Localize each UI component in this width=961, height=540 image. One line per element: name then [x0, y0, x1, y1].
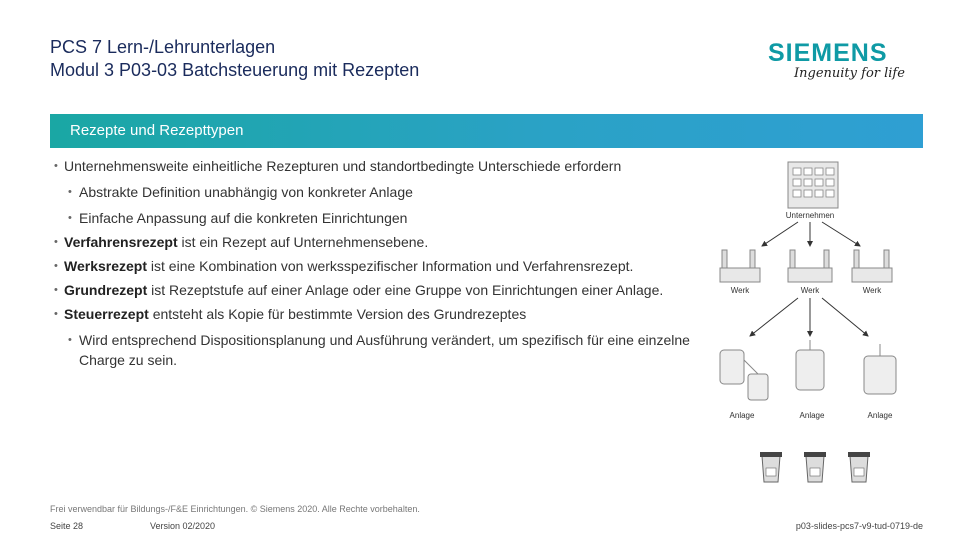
- unit-icon: [720, 350, 768, 400]
- plant-icon: [852, 250, 892, 282]
- bullet-term: Steuerrezept: [64, 306, 149, 322]
- plant-unit-arrows: [750, 298, 868, 336]
- bullet-verfahrensrezept: [50, 232, 700, 252]
- plant-label: Werk: [862, 286, 882, 295]
- bullet-text: ist eine Kombination von werksspezifischer Information und Verfahrensrezept.: [147, 258, 634, 274]
- subbullet-einfache-anpassung: [50, 208, 700, 228]
- unit-icon: [864, 344, 896, 394]
- plant-icon: [788, 250, 832, 282]
- company-building-icon: [788, 162, 838, 208]
- bullet-text: Abstrakte Definition unabhängig von konkreter Anlage: [79, 184, 413, 200]
- footer-version: Version 02/2020: [150, 521, 216, 531]
- unit-label: Anlage: [729, 411, 755, 420]
- plant-icon: [720, 250, 760, 282]
- bullet-werksrezept: [50, 256, 700, 276]
- company-label: Unternehmen: [785, 211, 835, 220]
- bullet-steuerrezept: [50, 304, 700, 324]
- bullet-text: ist Rezeptstufe auf einer Anlage oder eine Gruppe von Einrichtungen einer Anlage.: [147, 282, 664, 298]
- header: [50, 36, 419, 82]
- plant-label: Werk: [800, 286, 820, 295]
- footer-page-number: Seite 28: [50, 521, 84, 531]
- bullet-list: [50, 152, 700, 370]
- bullet-text: ist ein Rezept auf Unternehmensebene.: [177, 234, 429, 250]
- plant-label: Werk: [730, 286, 750, 295]
- slide-title-line1: PCS 7 Lern-/Lehrunterlagen: [50, 37, 276, 57]
- recipe-hierarchy-diagram: [700, 160, 940, 500]
- logo-tagline: Ingenuity for life: [794, 66, 905, 81]
- unit-label: Anlage: [799, 411, 825, 420]
- footer-legal: Frei verwendbar für Bildungs-/F&E Einrichtungen. © Siemens 2020. Alle Rechte vorbehalten.: [50, 504, 420, 514]
- siemens-logo: [768, 40, 918, 82]
- logo-brand: SIEMENS: [768, 39, 888, 67]
- batch-container-icon: [804, 452, 826, 482]
- bullet-text: entsteht als Kopie für bestimmte Version des Grundrezeptes: [148, 306, 527, 322]
- bullet-grundrezept: [50, 280, 700, 300]
- subbullet-dispositionsplanung: [50, 330, 700, 370]
- batch-container-icon: [848, 452, 870, 482]
- unit-label: Anlage: [867, 411, 893, 420]
- bullet-text: Wird entsprechend Dispositionsplanung und Ausführung verändert, um spezifisch für eine einzelne Charge zu sein.: [79, 332, 690, 368]
- bullet-term: Werksrezept: [64, 258, 148, 274]
- bullet-unternehmensweite: [50, 156, 700, 176]
- footer-document-id: p03-slides-pcs7-v9-tud-0719-de: [795, 521, 923, 531]
- slide-title-line2: Modul 3 P03-03 Batchsteuerung mit Rezepten: [50, 60, 420, 80]
- bullet-term: Verfahrensrezept: [64, 234, 178, 250]
- unit-icon: [796, 340, 824, 390]
- bullet-term: Grundrezept: [64, 282, 148, 298]
- section-title: Rezepte und Rezepttypen: [70, 122, 244, 139]
- company-plant-arrows: [762, 222, 860, 246]
- section-banner: [50, 114, 923, 148]
- bullet-text: Einfache Anpassung auf die konkreten Einrichtungen: [79, 210, 408, 226]
- subbullet-abstrakte-definition: [50, 182, 700, 202]
- bullet-text: Unternehmensweite einheitliche Rezepturen und standortbedingte Unterschiede erfordern: [64, 158, 622, 174]
- batch-container-icon: [760, 452, 782, 482]
